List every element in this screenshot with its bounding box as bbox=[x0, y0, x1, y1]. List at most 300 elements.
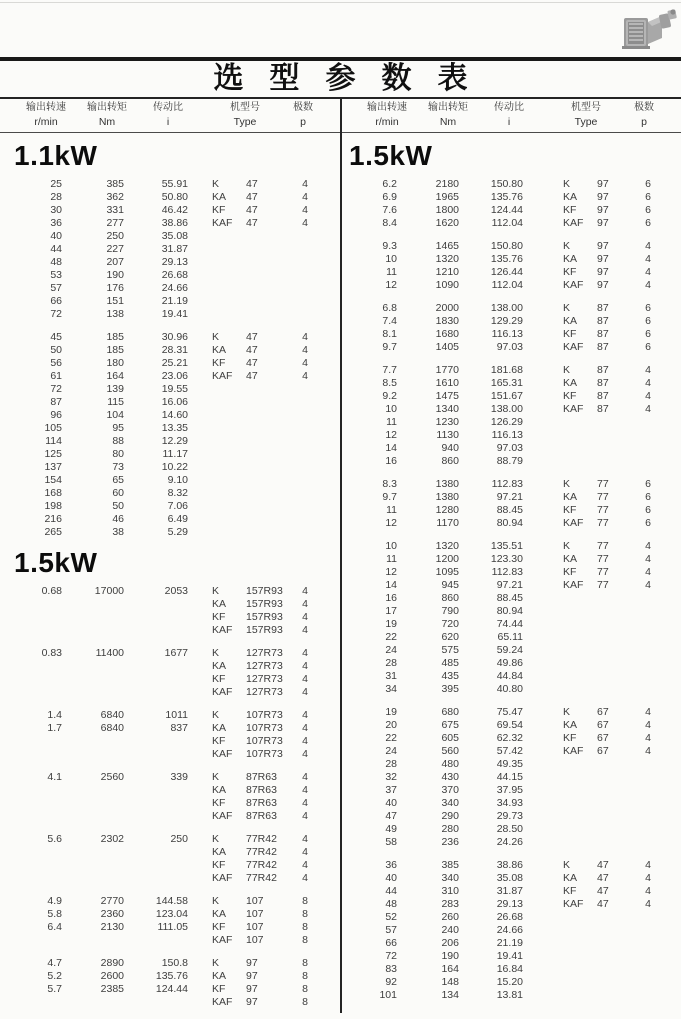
poles-cell: 4 bbox=[302, 357, 308, 369]
transmission-ratio-cell bbox=[124, 735, 188, 748]
type-model-cell: 87 bbox=[597, 403, 609, 415]
transmission-ratio-cell: 111.05 bbox=[157, 921, 188, 933]
type-name-cell: K bbox=[563, 364, 571, 376]
transmission-ratio-cell: 30.96 bbox=[161, 331, 188, 343]
table-row bbox=[18, 409, 354, 422]
poles-cell bbox=[294, 500, 308, 513]
type-model-cell: 97 bbox=[597, 178, 609, 190]
transmission-ratio-cell bbox=[124, 846, 188, 859]
poles-cell: 4 bbox=[302, 585, 308, 597]
output-torque-cell: 2890 bbox=[100, 957, 124, 969]
output-speed-cell bbox=[18, 598, 62, 611]
output-torque-cell: 1380 bbox=[435, 491, 459, 503]
parameter-block bbox=[18, 178, 354, 321]
output-speed-cell: 22 bbox=[385, 631, 397, 643]
transmission-ratio-cell: 116.13 bbox=[491, 328, 523, 340]
table-row bbox=[18, 396, 354, 409]
output-torque-cell: 1340 bbox=[435, 403, 459, 415]
poles-cell bbox=[637, 771, 651, 784]
output-speed-cell: 92 bbox=[385, 976, 397, 988]
table-row bbox=[353, 191, 681, 204]
table-row bbox=[18, 191, 354, 204]
transmission-ratio-cell: 181.68 bbox=[490, 364, 523, 376]
type-name-cell: KF bbox=[212, 983, 226, 995]
type-name-cell bbox=[212, 474, 246, 487]
transmission-ratio-cell bbox=[124, 934, 188, 947]
poles-cell bbox=[294, 230, 308, 243]
output-torque-cell bbox=[62, 748, 124, 761]
column-header-label: 机型号 bbox=[230, 102, 260, 113]
output-speed-cell: 0.83 bbox=[41, 647, 62, 659]
transmission-ratio-cell: 1011 bbox=[165, 709, 188, 721]
output-speed-cell bbox=[18, 784, 62, 797]
table-row bbox=[353, 859, 681, 872]
output-speed-cell: 265 bbox=[44, 526, 62, 538]
parameter-block bbox=[18, 957, 354, 1009]
poles-cell: 4 bbox=[645, 566, 651, 578]
table-row bbox=[18, 230, 354, 243]
output-torque-cell: 148 bbox=[441, 976, 459, 988]
poles-cell bbox=[294, 448, 308, 461]
type-name-cell bbox=[212, 383, 246, 396]
type-model-cell: 87 bbox=[597, 390, 609, 402]
output-speed-cell: 9.7 bbox=[382, 491, 397, 503]
transmission-ratio-cell: 123.30 bbox=[490, 553, 523, 565]
output-speed-cell: 44 bbox=[50, 243, 62, 255]
output-torque-cell: 11400 bbox=[95, 647, 124, 659]
type-name-cell: KA bbox=[563, 719, 578, 731]
type-name-cell bbox=[212, 526, 246, 539]
transmission-ratio-cell: 124.44 bbox=[155, 983, 188, 995]
type-name-cell bbox=[563, 989, 597, 1002]
type-model-cell bbox=[597, 605, 637, 618]
type-model-cell: 97 bbox=[597, 204, 609, 216]
output-speed-cell: 30 bbox=[50, 204, 62, 216]
transmission-ratio-cell: 35.08 bbox=[161, 230, 188, 242]
output-torque-cell bbox=[62, 797, 124, 810]
poles-cell: 4 bbox=[302, 611, 308, 623]
section-heading: 1.5kW bbox=[14, 547, 98, 578]
type-model-cell: 107 bbox=[246, 921, 264, 933]
transmission-ratio-cell: 116.13 bbox=[491, 429, 523, 441]
output-torque-cell: 1280 bbox=[435, 504, 459, 516]
type-model-cell: 47 bbox=[246, 331, 258, 343]
output-torque-cell: 1800 bbox=[435, 204, 459, 216]
type-model-cell: 47 bbox=[246, 217, 258, 229]
column-header-poles bbox=[599, 101, 681, 129]
transmission-ratio-cell: 31.87 bbox=[496, 885, 523, 897]
output-speed-cell: 5.8 bbox=[47, 908, 62, 920]
transmission-ratio-cell: 29.13 bbox=[496, 898, 523, 910]
output-speed-cell: 96 bbox=[50, 409, 62, 421]
type-model-cell bbox=[246, 256, 294, 269]
poles-cell: 4 bbox=[302, 771, 308, 783]
type-name-cell: KA bbox=[563, 377, 578, 389]
output-speed-cell: 11 bbox=[386, 553, 397, 565]
section-heading: 1.1kW bbox=[14, 140, 98, 171]
output-speed-cell: 14 bbox=[385, 442, 397, 454]
table-row bbox=[353, 989, 681, 1002]
type-name-cell: K bbox=[563, 178, 571, 190]
transmission-ratio-cell: 150.80 bbox=[490, 240, 523, 252]
output-speed-cell: 12 bbox=[385, 517, 397, 529]
transmission-ratio-cell: 7.06 bbox=[167, 500, 188, 512]
type-model-cell: 77 bbox=[597, 553, 609, 565]
type-name-cell: KF bbox=[563, 885, 577, 897]
output-speed-cell: 8.3 bbox=[382, 478, 397, 490]
output-torque-cell: 46 bbox=[112, 513, 124, 525]
output-torque-cell: 6840 bbox=[100, 722, 124, 734]
table-row bbox=[353, 937, 681, 950]
output-speed-cell: 8.1 bbox=[382, 328, 397, 340]
type-model-cell: 157R93 bbox=[246, 624, 283, 636]
table-row bbox=[353, 963, 681, 976]
poles-cell: 4 bbox=[645, 403, 651, 415]
output-torque-cell: 1680 bbox=[435, 328, 459, 340]
poles-cell: 8 bbox=[302, 970, 308, 982]
output-speed-cell: 1.7 bbox=[47, 722, 62, 734]
type-name-cell bbox=[563, 836, 597, 849]
type-model-cell: 77 bbox=[597, 517, 609, 529]
type-model-cell: 157R93 bbox=[246, 611, 283, 623]
output-torque-cell: 236 bbox=[441, 836, 459, 848]
table-row bbox=[353, 204, 681, 217]
type-model-cell: 127R73 bbox=[246, 673, 283, 685]
output-speed-cell: 6.8 bbox=[382, 302, 397, 314]
output-torque-cell: 190 bbox=[441, 950, 459, 962]
column-header-unit: Nm bbox=[439, 116, 457, 128]
poles-cell bbox=[294, 487, 308, 500]
poles-cell bbox=[637, 429, 651, 442]
poles-cell: 4 bbox=[645, 872, 651, 884]
table-row bbox=[353, 885, 681, 898]
table-row bbox=[18, 846, 354, 859]
poles-cell: 6 bbox=[645, 204, 651, 216]
transmission-ratio-cell: 19.41 bbox=[161, 308, 188, 320]
column-header-label: 极数 bbox=[634, 102, 654, 113]
type-name-cell bbox=[563, 976, 597, 989]
table-row bbox=[353, 566, 681, 579]
parameter-block bbox=[353, 540, 681, 696]
output-torque-cell: 280 bbox=[441, 823, 459, 835]
output-speed-cell: 47 bbox=[385, 810, 397, 822]
poles-cell: 4 bbox=[302, 833, 308, 845]
poles-cell: 4 bbox=[645, 377, 651, 389]
transmission-ratio-cell: 2053 bbox=[164, 585, 188, 597]
output-torque-cell: 1475 bbox=[435, 390, 459, 402]
output-torque-cell: 2180 bbox=[435, 178, 459, 190]
type-name-cell: KF bbox=[563, 566, 577, 578]
column-header-unit: i bbox=[166, 116, 170, 128]
type-model-cell bbox=[246, 269, 294, 282]
type-model-cell: 107R73 bbox=[246, 722, 283, 734]
transmission-ratio-cell: 44.84 bbox=[496, 670, 523, 682]
parameter-block bbox=[18, 647, 354, 699]
transmission-ratio-cell: 88.45 bbox=[496, 504, 523, 516]
type-model-cell: 47 bbox=[246, 370, 258, 382]
table-row bbox=[353, 429, 681, 442]
output-torque-cell: 575 bbox=[441, 644, 459, 656]
transmission-ratio-cell: 38.86 bbox=[496, 859, 523, 871]
poles-cell bbox=[294, 474, 308, 487]
output-speed-cell: 61 bbox=[50, 370, 62, 382]
table-row bbox=[353, 631, 681, 644]
type-model-cell: 47 bbox=[246, 178, 258, 190]
type-model-cell bbox=[246, 230, 294, 243]
output-speed-cell: 8.5 bbox=[382, 377, 397, 389]
transmission-ratio-cell: 69.54 bbox=[496, 719, 523, 731]
type-model-cell bbox=[246, 487, 294, 500]
type-model-cell bbox=[597, 771, 637, 784]
poles-cell: 8 bbox=[302, 957, 308, 969]
type-model-cell: 107R73 bbox=[246, 748, 283, 760]
transmission-ratio-cell: 135.76 bbox=[490, 191, 523, 203]
type-model-cell: 107R73 bbox=[246, 735, 283, 747]
transmission-ratio-cell bbox=[124, 810, 188, 823]
poles-cell: 4 bbox=[645, 719, 651, 731]
table-row bbox=[353, 364, 681, 377]
type-model-cell bbox=[597, 823, 637, 836]
output-torque-cell: 176 bbox=[106, 282, 124, 294]
transmission-ratio-cell: 9.10 bbox=[167, 474, 188, 486]
type-model-cell bbox=[246, 448, 294, 461]
table-row bbox=[353, 836, 681, 849]
table-row bbox=[353, 823, 681, 836]
transmission-ratio-cell: 65.11 bbox=[497, 631, 523, 643]
output-speed-cell: 37 bbox=[385, 784, 397, 796]
output-speed-cell: 4.7 bbox=[47, 957, 62, 969]
output-speed-cell: 56 bbox=[50, 357, 62, 369]
output-torque-cell: 2385 bbox=[100, 983, 124, 995]
poles-cell bbox=[294, 461, 308, 474]
poles-cell: 4 bbox=[645, 579, 651, 591]
transmission-ratio-cell bbox=[124, 784, 188, 797]
table-row bbox=[18, 598, 354, 611]
column-header-label: 输出转矩 bbox=[87, 102, 127, 113]
output-torque-cell: 38 bbox=[112, 526, 124, 538]
type-model-cell: 127R73 bbox=[246, 686, 283, 698]
type-name-cell: KAF bbox=[563, 579, 584, 591]
type-name-cell bbox=[212, 256, 246, 269]
poles-cell: 4 bbox=[302, 204, 308, 216]
parameter-block bbox=[353, 178, 681, 230]
type-name-cell: K bbox=[212, 895, 220, 907]
table-row bbox=[353, 670, 681, 683]
output-speed-cell: 8.4 bbox=[382, 217, 397, 229]
output-speed-cell bbox=[18, 624, 62, 637]
transmission-ratio-cell: 112.04 bbox=[491, 217, 523, 229]
transmission-ratio-cell: 97.03 bbox=[496, 442, 523, 454]
column-header-unit: Type bbox=[233, 116, 257, 128]
table-row bbox=[353, 553, 681, 566]
type-name-cell: KA bbox=[212, 598, 227, 610]
poles-cell bbox=[637, 937, 651, 950]
table-row bbox=[18, 908, 354, 921]
output-torque-cell: 60 bbox=[112, 487, 124, 499]
table-row bbox=[18, 872, 354, 885]
type-name-cell bbox=[212, 230, 246, 243]
type-name-cell bbox=[563, 657, 597, 670]
type-name-cell bbox=[563, 683, 597, 696]
type-name-cell: K bbox=[563, 240, 571, 252]
transmission-ratio-cell: 35.08 bbox=[496, 872, 523, 884]
poles-cell: 4 bbox=[302, 647, 308, 659]
type-model-cell bbox=[597, 670, 637, 683]
type-name-cell: K bbox=[563, 302, 571, 314]
type-model-cell: 67 bbox=[597, 706, 609, 718]
table-row bbox=[353, 872, 681, 885]
table-row bbox=[353, 797, 681, 810]
output-torque-cell bbox=[62, 784, 124, 797]
type-name-cell bbox=[563, 644, 597, 657]
type-name-cell: KAF bbox=[563, 279, 584, 291]
output-speed-cell: 22 bbox=[385, 732, 397, 744]
type-model-cell: 77R42 bbox=[246, 846, 277, 858]
type-model-cell bbox=[246, 461, 294, 474]
table-row bbox=[18, 282, 354, 295]
table-row bbox=[18, 422, 354, 435]
type-model-cell bbox=[597, 644, 637, 657]
output-torque-cell bbox=[62, 660, 124, 673]
transmission-ratio-cell bbox=[124, 797, 188, 810]
parameter-block bbox=[353, 859, 681, 1002]
table-row bbox=[353, 898, 681, 911]
transmission-ratio-cell: 75.47 bbox=[496, 706, 523, 718]
poles-cell bbox=[637, 644, 651, 657]
poles-cell bbox=[637, 950, 651, 963]
type-name-cell: KAF bbox=[212, 934, 233, 946]
table-row bbox=[18, 461, 354, 474]
output-speed-cell bbox=[18, 846, 62, 859]
type-name-cell: KA bbox=[563, 191, 578, 203]
output-torque-cell bbox=[62, 859, 124, 872]
output-speed-cell: 11 bbox=[386, 416, 397, 428]
type-name-cell: KAF bbox=[563, 341, 584, 353]
table-row bbox=[18, 983, 354, 996]
column-header-unit: r/min bbox=[375, 116, 399, 128]
table-row bbox=[353, 644, 681, 657]
output-speed-cell: 9.3 bbox=[382, 240, 397, 252]
type-model-cell: 77 bbox=[597, 504, 609, 516]
poles-cell: 4 bbox=[302, 344, 308, 356]
transmission-ratio-cell: 14.60 bbox=[161, 409, 188, 421]
type-name-cell bbox=[563, 924, 597, 937]
poles-cell: 8 bbox=[302, 895, 308, 907]
transmission-ratio-cell: 28.50 bbox=[496, 823, 523, 835]
output-torque-cell: 385 bbox=[441, 859, 459, 871]
output-torque-cell: 1090 bbox=[435, 279, 459, 291]
table-row bbox=[353, 328, 681, 341]
transmission-ratio-cell: 339 bbox=[170, 771, 188, 783]
output-torque-cell: 385 bbox=[106, 178, 124, 190]
table-row bbox=[353, 579, 681, 592]
output-speed-cell: 24 bbox=[385, 644, 397, 656]
type-model-cell: 87R63 bbox=[246, 784, 277, 796]
type-name-cell: KA bbox=[212, 908, 227, 920]
output-torque-cell: 362 bbox=[106, 191, 124, 203]
type-name-cell: KAF bbox=[212, 217, 233, 229]
type-model-cell: 107 bbox=[246, 908, 264, 920]
output-torque-cell: 115 bbox=[107, 396, 124, 408]
output-torque-cell: 2302 bbox=[100, 833, 124, 845]
table-row bbox=[18, 611, 354, 624]
output-speed-cell: 5.7 bbox=[47, 983, 62, 995]
table-row bbox=[18, 934, 354, 947]
table-row bbox=[18, 709, 354, 722]
transmission-ratio-cell: 837 bbox=[170, 722, 188, 734]
transmission-ratio-cell bbox=[124, 624, 188, 637]
table-row bbox=[353, 732, 681, 745]
table-row bbox=[18, 308, 354, 321]
table-row bbox=[353, 706, 681, 719]
poles-cell bbox=[294, 256, 308, 269]
transmission-ratio-cell: 151.67 bbox=[490, 390, 523, 402]
transmission-ratio-cell: 24.66 bbox=[496, 924, 523, 936]
poles-cell: 4 bbox=[302, 735, 308, 747]
parameter-block bbox=[18, 771, 354, 823]
output-speed-cell: 40 bbox=[50, 230, 62, 242]
poles-cell: 6 bbox=[645, 517, 651, 529]
output-speed-cell: 50 bbox=[50, 344, 62, 356]
type-model-cell: 77R42 bbox=[246, 833, 277, 845]
transmission-ratio-cell: 28.31 bbox=[161, 344, 188, 356]
transmission-ratio-cell: 37.95 bbox=[496, 784, 523, 796]
type-name-cell bbox=[212, 396, 246, 409]
poles-cell bbox=[294, 422, 308, 435]
transmission-ratio-cell: 19.55 bbox=[161, 383, 188, 395]
type-name-cell bbox=[212, 435, 246, 448]
poles-cell bbox=[637, 924, 651, 937]
table-row bbox=[18, 722, 354, 735]
output-torque-cell: 1830 bbox=[435, 315, 459, 327]
output-torque-cell bbox=[62, 846, 124, 859]
table-row bbox=[18, 178, 354, 191]
poles-cell: 6 bbox=[645, 178, 651, 190]
transmission-ratio-cell: 26.68 bbox=[496, 911, 523, 923]
output-speed-cell: 48 bbox=[50, 256, 62, 268]
transmission-ratio-cell: 23.06 bbox=[161, 370, 188, 382]
output-torque-cell: 17000 bbox=[94, 585, 124, 597]
type-name-cell: KF bbox=[212, 357, 226, 369]
type-model-cell bbox=[597, 442, 637, 455]
table-row bbox=[353, 315, 681, 328]
output-speed-cell: 49 bbox=[385, 823, 397, 835]
output-speed-cell: 4.9 bbox=[47, 895, 62, 907]
type-model-cell bbox=[597, 631, 637, 644]
type-name-cell bbox=[563, 784, 597, 797]
poles-cell: 6 bbox=[645, 491, 651, 503]
type-name-cell: KF bbox=[563, 204, 577, 216]
table-row bbox=[353, 683, 681, 696]
transmission-ratio-cell: 135.76 bbox=[155, 970, 188, 982]
table-row bbox=[18, 673, 354, 686]
output-torque-cell: 485 bbox=[441, 657, 459, 669]
output-speed-cell: 1.4 bbox=[47, 709, 62, 721]
table-row bbox=[18, 500, 354, 513]
output-speed-cell: 216 bbox=[44, 513, 62, 525]
type-model-cell bbox=[246, 383, 294, 396]
parameter-block bbox=[353, 302, 681, 354]
poles-cell bbox=[294, 409, 308, 422]
table-row bbox=[353, 390, 681, 403]
poles-cell: 4 bbox=[302, 191, 308, 203]
output-speed-cell bbox=[18, 611, 62, 624]
transmission-ratio-cell: 124.44 bbox=[490, 204, 523, 216]
table-row bbox=[18, 370, 354, 383]
type-name-cell bbox=[563, 771, 597, 784]
table-row bbox=[353, 719, 681, 732]
table-row bbox=[18, 487, 354, 500]
